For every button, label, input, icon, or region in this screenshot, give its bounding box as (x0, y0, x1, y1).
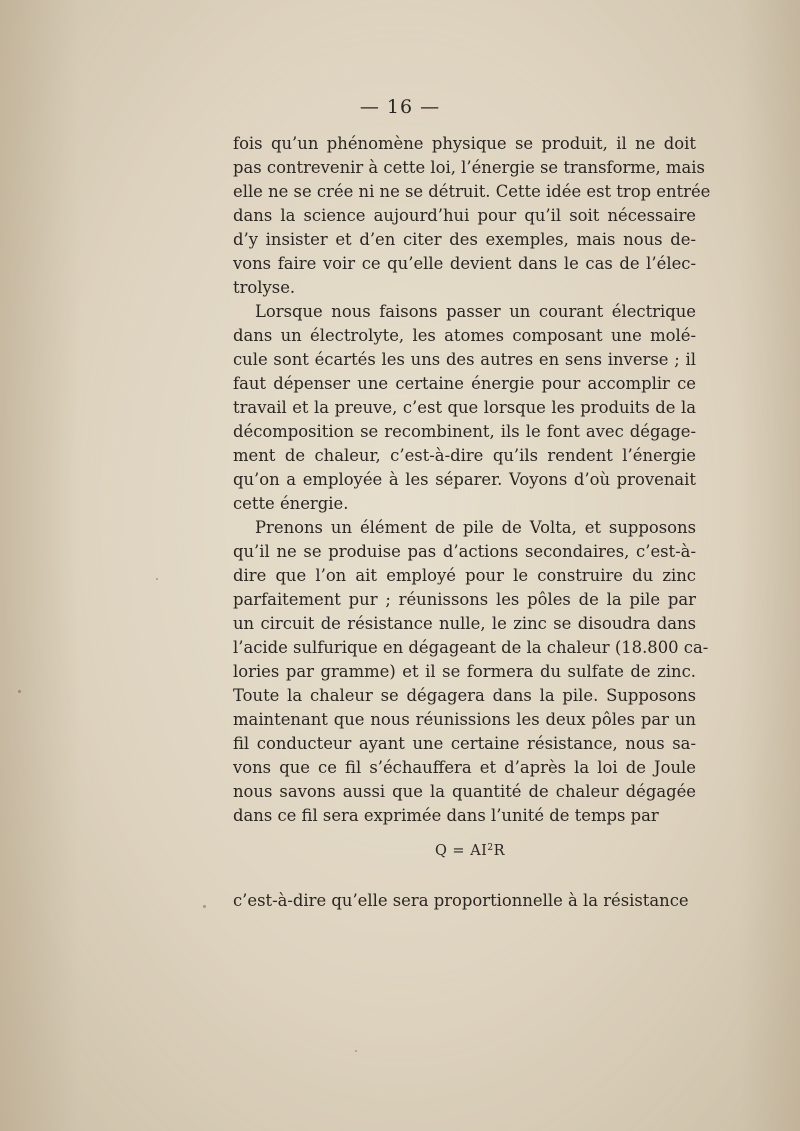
text-line: trolyse. (233, 278, 296, 297)
formula-exponent: 2 (487, 843, 494, 853)
text-line: dans la science aujourd’hui pour qu’il soit nécessaire (233, 206, 696, 225)
text-line: pas contrevenir à cette loi, l’énergie se transforme, mais (233, 158, 705, 177)
text-line: décomposition se recombinent, ils le font avec dégage- (233, 422, 696, 441)
text-line: faut dépenser une certaine énergie pour accomplir ce (233, 374, 696, 393)
text-line: travail et la preuve, c’est que lorsque les produits de la (233, 398, 696, 417)
text-line: vons faire voir ce qu’elle devient dans le cas de l’élec- (233, 254, 696, 273)
page-number: — 16 — (359, 96, 441, 118)
text-line: vons que ce fil s’échauffera et d’après la loi de Joule (233, 758, 696, 777)
text-line: dans ce fil sera exprimée dans l’unité de temps par (233, 806, 659, 825)
text-line: cette énergie. (233, 494, 349, 513)
text-line: ment de chaleur, c’est-à-dire qu’ils rendent l’énergie (233, 446, 696, 465)
text-line: d’y insister et d’en citer des exemples, mais nous de- (233, 230, 696, 249)
text-line: qu’on a employée à les séparer. Voyons d’où provenait (233, 470, 696, 489)
formula-rhs: R (493, 843, 506, 859)
joule-formula (0, 843, 800, 859)
text-line: cule sont écartés les uns des autres en sens inverse ; il (233, 350, 696, 369)
text-line: fil conducteur ayant une certaine résistance, nous sa- (233, 734, 696, 753)
text-line: elle ne se crée ni ne se détruit. Cette idée est trop entrée (233, 182, 711, 201)
text-line: Lorsque nous faisons passer un courant électrique (255, 302, 696, 321)
text-line: Toute la chaleur se dégagera dans la pile. Supposons (233, 686, 696, 705)
text-line: qu’il ne se produise pas d’actions secondaires, c’est-à- (233, 542, 696, 561)
paper-speck (355, 1050, 357, 1052)
text-line: dire que l’on ait employé pour le construire du zinc (233, 566, 696, 585)
text-line: maintenant que nous réunissions les deux pôles par un (233, 710, 696, 729)
paper-speck (18, 690, 21, 693)
text-line: parfaitement pur ; réunissons les pôles de la pile par (233, 590, 696, 609)
continuation-text (233, 889, 696, 913)
formula-lhs: Q = AI (434, 843, 488, 859)
paper-speck (156, 578, 158, 580)
text-line: dans un électrolyte, les atomes composant une molé- (233, 326, 696, 345)
text-line: fois qu’un phénomène physique se produit, il ne doit (233, 134, 696, 153)
paper-speck (203, 905, 206, 908)
text-line: Prenons un élément de pile de Volta, et supposons (255, 518, 696, 537)
text-line: un circuit de résistance nulle, le zinc se disoudra dans (233, 614, 696, 633)
text-line: l’acide sulfurique en dégageant de la chaleur (18.800 ca- (233, 638, 709, 657)
page-edge-shadow-left (0, 0, 80, 1131)
page-edge-shadow-right (740, 0, 800, 1131)
text-line: nous savons aussi que la quantité de chaleur dégagée (233, 782, 696, 801)
body-text (233, 132, 711, 828)
text-line: c’est-à-dire qu’elle sera proportionnelle à la résistance (233, 891, 689, 910)
text-line: lories par gramme) et il se formera du sulfate de zinc. (233, 662, 696, 681)
